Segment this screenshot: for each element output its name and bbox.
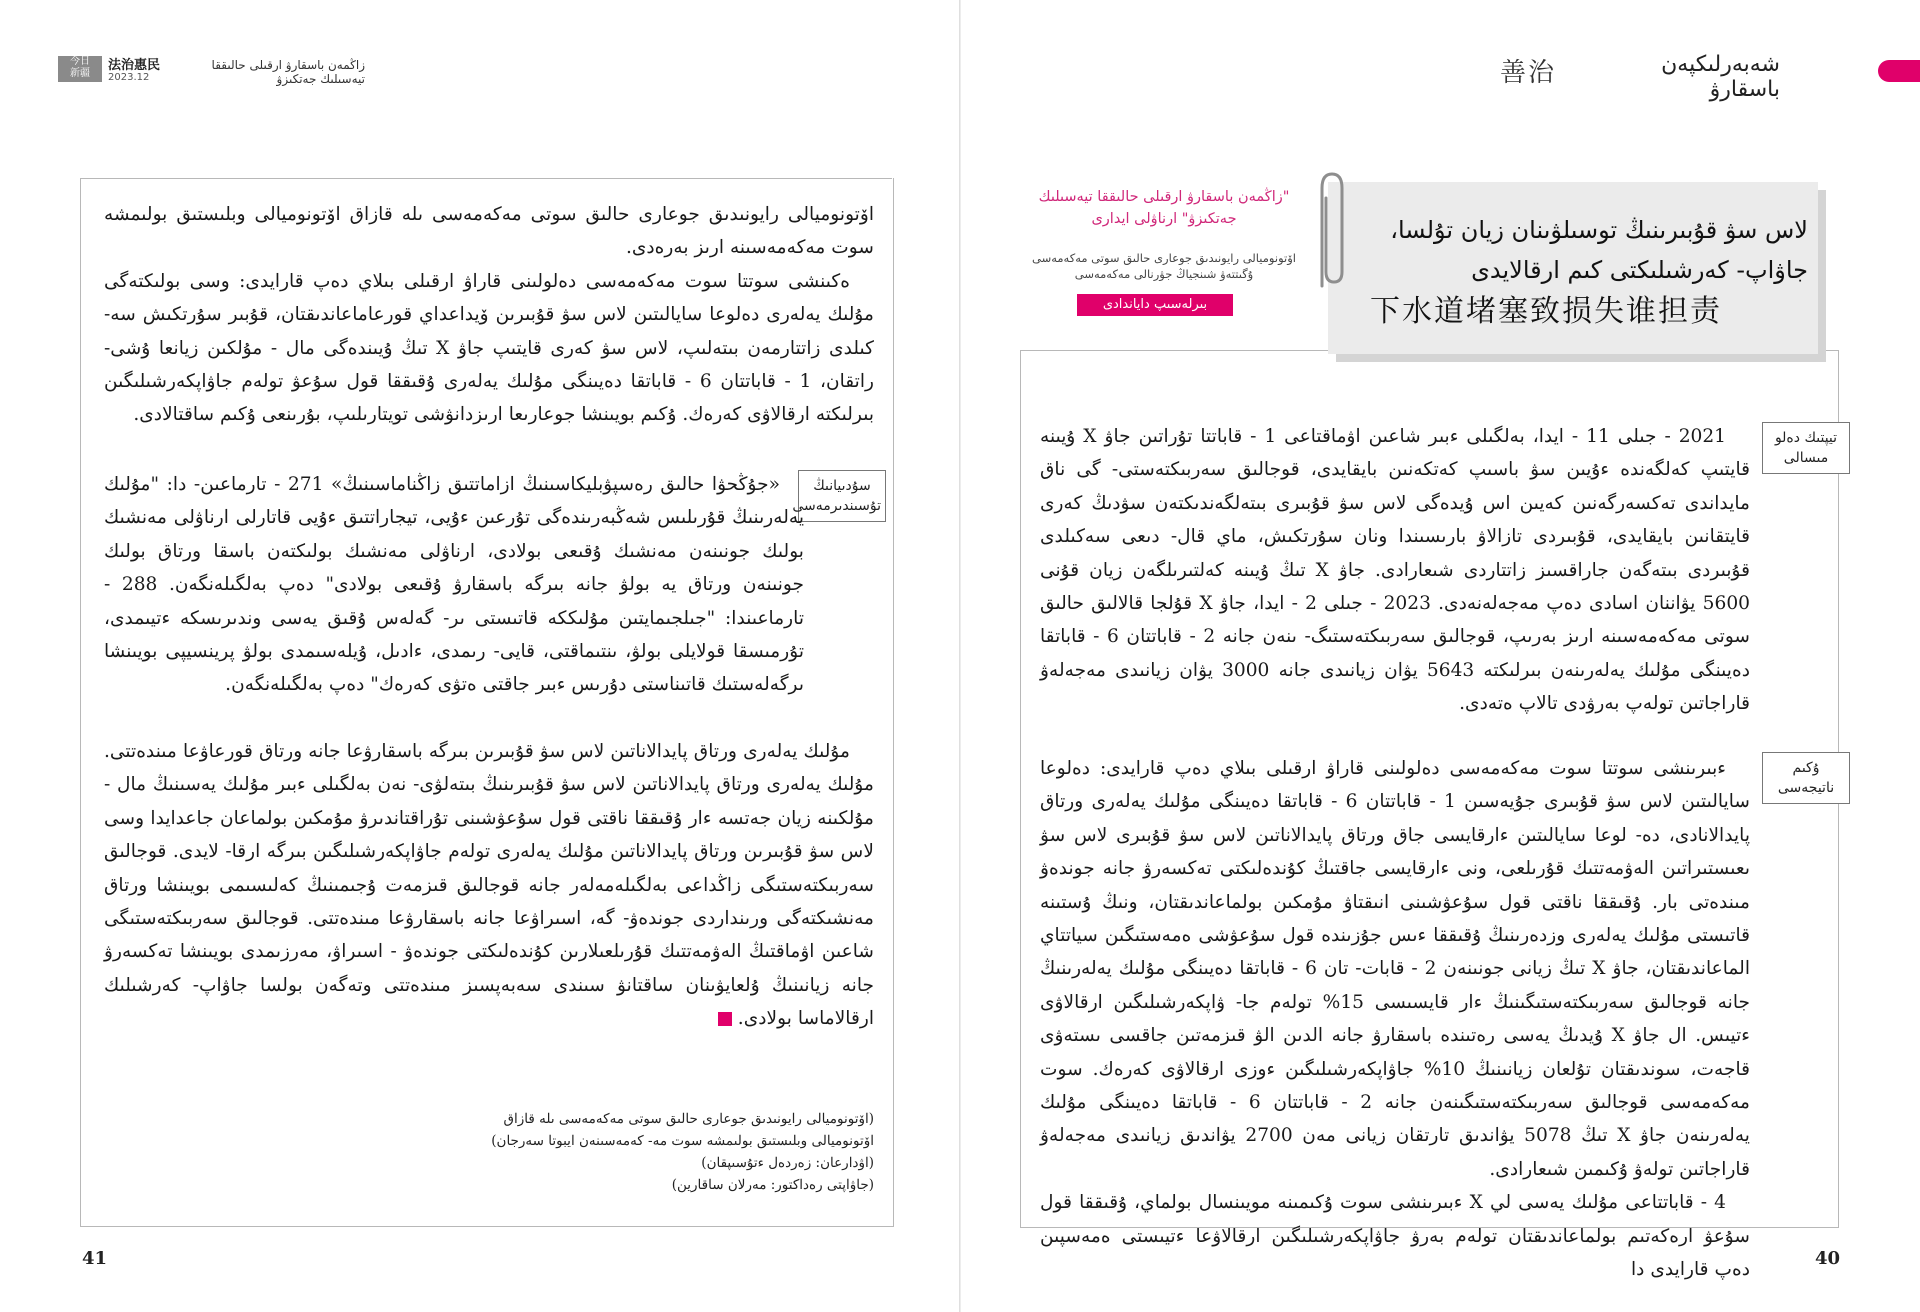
paperclip-icon (1308, 168, 1352, 294)
credit-editor: (جاۋاپتى رەداكتور: مەرلان ساقارين) (671, 1177, 874, 1193)
typical-case-label: تيپتىك دەلو مىسالى (1762, 422, 1850, 474)
article-headline: لاس سۋ قۇبىرىنىڭ توسىلۋىنان زيان تۇلسا، جاۋاپ- كەرشىلىكتى كىم ارقالايدى (1390, 216, 1808, 284)
article-credits (470, 1108, 874, 1196)
judge-explanation-label: سۇدىيانىڭ تۇسىندىرمەسى (798, 470, 886, 522)
page-number-right: 40 (1815, 1248, 1841, 1269)
page-gutter (959, 0, 961, 1312)
left-page-lower-text (104, 735, 874, 1036)
magazine-name: 法治惠民 (108, 58, 161, 73)
paragraph: اۆتونوميالى رايونىدىق جوعارى حالىق سوتى مەكەمەسى ىلە قازاق اۆتونوميالى وبلىستىق بولىمشە سوت مەكەمەسىنە ارىز بەرەدى. (104, 204, 874, 259)
right-running-head: شەبەرلىكپەن باسقارۋ (1661, 52, 1780, 102)
article-headline-chinese: 下水道堵塞致损失谁担责 (1370, 294, 1722, 329)
right-page-case-text (1040, 420, 1750, 721)
paragraph: 2021 - جىلى 11 - ايدا، بەلگىلى ءبىر شاعىن اۋماقتاعى 1 - قاباتتا تۇراتىن جاۋ X ۇيىنە قايتىپ كەلگەندە ءۇيىن سۋ باسىپ كەتكەنىن بايقايدى، قوجالىق سەربىكتەستى- گى ناق مايداندى تەكسەرگەنىن كەيىن اس ۇيدەگى لاس سۋ قۇبىرى بىتەلگەندىكتەن سۋدىڭ كەرى قايتقانىن بايقايدى، قۇبىردى تازالاۋ بارىسىندا ونان سۇرتكىش، ماي قال- دىعى سەكىلدى قۇبىردى بىتەگەن جاراقسىز زاتتاردى شىعارادى. جاۋ X تىڭ ۇيىنە كەلتىرىلگەن زيان قۇنى 5600 يۋاننان اسادى دەپ مەجەلەنەدى. 2023 - جىلى 2 - ايدا، جاۋ X قۇلجا قالالىق حالىق سوتى مەكەمەسىنە ارىز بەرىپ، قوجالىق سەربىكتەستىگ- ىنەن جانە 2 - قاباتتان 6 - قاباتقا دەيىنگى مۇلىك يەلەرىنەن بىرلىكتە 5643 يۋان زيانىدى جانە 3000 يۋان زيانىدى مەجەلەۋ قاراجاتىن تولەپ بەرۋدى تالاپ ەتەدى. (1040, 426, 1751, 715)
end-mark-icon: J (718, 1012, 732, 1026)
column-logo: 善治 (1500, 58, 1557, 88)
page-number-left: 41 (82, 1248, 108, 1269)
paragraph-text: مۇلىك يەلەرى ورتاق پايدالاناتىن لاس سۋ قۇبىرىن بىرگە باسقارۋعا جانە ورتاق قورعاۋعا مىندەتتى. مۇلىك يەلەرى ورتاق پايدالاناتىن لاس سۋ قۇبىرىنىڭ بىتەلۋى- نەن بەلگىلى ءبىر مۇلىك يەسىنىڭ مال - مۇلكىنە زيان جەتسە ءار ۇقىققا ناقتى قول سۇعۋشىنى تۇراقتاندىرۋ مۇمكىن بولماعان جاعدايدا وسى لاس سۋ قۇبىرىن ورتاق پايدالاناتىن مۇلىك يەلەرى تولەم جاۋاپكەرشىلىگىن بىرگە ارقا- لايدى. قوجالىق سەربىكتەستىگى زاڭداعى بەلگىلەمەلەر جانە قوجالىق قىزمەت ۇجىمىنىڭ كەلىسىمى بويىنشا ورتاق مەنشىكتەگى ورىنداردى جوندەۋ- گە، اسىراۋعا جانە باسقارۋعا مىندەتتى. قوجالىق سەربىكتەستىگى شاعىن اۋماقتىڭ الەۋمەتتىك قۇرىلعىلارىن كۇندەلىكتى جوندەۋ - اسىراۋ، مەرزىمدى بويىنشا تەكسەرۋ جانە زيانىنىڭ ۇلعايۋىنان ساقتانۋ سىندى سەبەپسىز مىندەتتى وتەگەن بولسا جاۋاپ- كەرشىلىك ارقالاماسا بولادى. (104, 741, 874, 1030)
left-running-head: زاڭمەن باسقارۋ ارقىلى حالىققا تيەسىلىك جەتكىزۋ (211, 58, 365, 86)
right-page-verdict-text (1040, 752, 1750, 1287)
left-frame-top (80, 178, 892, 179)
paragraph: 4 - قاباتتاعى مۇلىك يەسى لي X ءبىرىنشى سوت ۇكىمىنە مويىنسال بولماي، ۇقىققا قول سۇعۋ ارەكەتىم بولماعاندىقتان تولەم بەرۋ جاۋاپكەرشىلىگىن ارقالاۋعا ءتيىستى ەمەسپىن دەپ قارايدى دا (1040, 1192, 1750, 1281)
issue-date: 2023.12 (108, 72, 150, 83)
column-coproduced-badge: بىرلەسىپ داياندادى (1077, 294, 1233, 316)
credit-source: (اۆتونوميالى رايونىدىق جوعارى حالىق سوتى مەكەمەسى ىلە قازاق اۆتونوميالى وبلىستىق بولىمشە سوت مە- كەمەسىنەن ايبوتا سەرجان) (491, 1111, 874, 1149)
left-page-upper-text (104, 198, 874, 432)
left-page-law-text (104, 468, 804, 702)
section-tab-marker (1878, 60, 1920, 82)
verdict-result-label: ۇكىم ناتيجەسى (1762, 752, 1850, 804)
column-source-publishers: اۆتونوميالى رايونىدىق جوعارى حالىق سوتى مەكەمەسى ۇگىتتەۋ شىنجياڭ جۋرنالى مەكەمەسى (1032, 251, 1296, 281)
paragraph: ەكىنشى سوتتا سوت مەكەمەسى دەلولىنى قاراۋ ارقىلى بىلاي دەپ قارايدى: وسى بولىكتەگى مۇلىك يەلەرى دەلوعا سايالىتىن لاس سۋ قۇبىرىن ۆيداعداي قورعاماعاندىقتان، قۇبىر سۇرتكىش سە- كىلدى زاتتارمەن بىتەلىپ، لاس سۋ كەرى قايتىپ جاۋ X تىڭ ۇيىندەگى مال - مۇلكىن زيانعا ۇشى- راتقان، 1 - قاباتتان 6 - قاباتقا دەيىنگى مۇلىك يەلەرى ۇقىققا قول سۇعۋ تولەم جاۋاپكەرشىلىگىن بىرلىكتە ارقالاۋى كەرەك. ۇكىم بويىنشا جوعارىعا ارىزدانۋشى تويتارىلىپ، بۇرىنعى ۇكىم ساقتالادى. (104, 270, 874, 426)
column-source-title: "زاڭمەن باسقارۋ ارقىلى حالىققا تيەسىلىك جەتكىزۋ" ارناۋلى ايدارى (1038, 189, 1290, 227)
paragraph: «جۇڭحۋا حالىق رەسپۋبليكاسىنىڭ ازاماتتىق زاڭناماسىنىڭ» 271 - تارماعىن- دا: "مۇلىك يەلەرىنىڭ قۇرىلىس شەڭبەرىندەگى تۇرعىن ءۇيى، تيجاراتتىق ءۇيى قاتارلى ارناۋلى مەنشىك بولىك جونىنەن مەنشىك ۇقىعى بولادى، ارناۋلى مەنشىك بولىكتەن باسقا ورتاق بولىك جونىنەن ورتاق يە بولۋ جانە بىرگە باسقارۋ ۇقىعى بولادى" دەپ بەلگىلەنگەن. 288 - تارماعىندا: "جىلجىمايتىن مۇلىككە قاتىستى ىر- گەلەس ۇقىق يەسى وندىرىسكە ءتيىمدى، تۇرمىسقا قولايلى بولۋ، ىنتىماقتى، قايى- رىمدى، ءادىل، ۇيلەسىمدى بولۋ پرينسيپى بويىنشا ىرگەلەستىك قاتىناستى دۇرىس ءبىر جاقتى ەتۋى كەرەك" دەپ بەلگىلەنگەن. (104, 474, 804, 696)
magazine-logo: 今日 新疆 (58, 56, 102, 82)
paragraph (104, 735, 874, 1036)
credit-translator: (اۋدارعان: زەردەل ءتۇسىپقان) (701, 1155, 874, 1171)
paragraph: ءبىرىنشى سوتتا سوت مەكەمەسى دەلولىنى قاراۋ ارقىلى بىلاي دەپ قارايدى: دەلوعا سايالىتىن لاس سۋ قۇبىرى جۇيەسىن 1 - قاباتتان 6 - قاباتقا دەيىنگى مۇلىك يەلەرى ورتاق پايدالانادى، دە- لوعا سايالىتىن ءارقايسى جاق ورتاق پايدالاناتىن لاس سۋ قۇبىرى لاس سۋ ىعىستىراتىن الەۋمەتتىك قۇرىلعى، ونى ءارقايسى جاقتىڭ كۇندەلىكتى تەكسەرۋ جانە جوندەۋ مىندەتى بار. ۇقىققا ناقتى قول سۇعۋشىنى انىقتاۋ مۇمكىن بولماعاندىقتان، ونىڭ ۇستىنە قاتىستى مۇلىك يەلەرى وزدەرىنىڭ ۇقىققا ءىس جۇزىندە قول سۇعۋشى ەمەستىگىن سياتتاي الماعاندىقتان، جاۋ X تىڭ زيانى جونىنەن 2 - قابات- تان 6 - قاباتقا دەيىنگى مۇلىك يەلەرىنىڭ جانە قوجالىق سەربىكتەستىگىنىڭ ءار قايسىسى 15% تولەم جا- ۋاپكەرشىلىگىن ارقالاۋى ءتيىس. ال جاۋ X ۇيدىڭ يەسى رەتىندە باسقارۋ جانە الدىن الۋ قىزمەتىن جاقسى ىستەۋى قاجەت، سوندىقتان تۇلعان زيانىنىڭ 10% جاۋاپكەرشىلىگىن ءوزى ارقالاۋى كەرەك. سوت مەكەمەسى قوجالىق سەربىكتەستىگىنەن جانە 2 - قاباتتان 6 - قاباتقا دەيىنگى مۇلىك يەلەرىنەن جاۋ X تىڭ 5078 يۋاندىق تارتقان زيانى مەن 2700 يۋاندىق زيانىدى مەجەلەۋ قاراجاتىن تولەۋ ۇكىمىن شىعارادى. (1040, 758, 1750, 1180)
